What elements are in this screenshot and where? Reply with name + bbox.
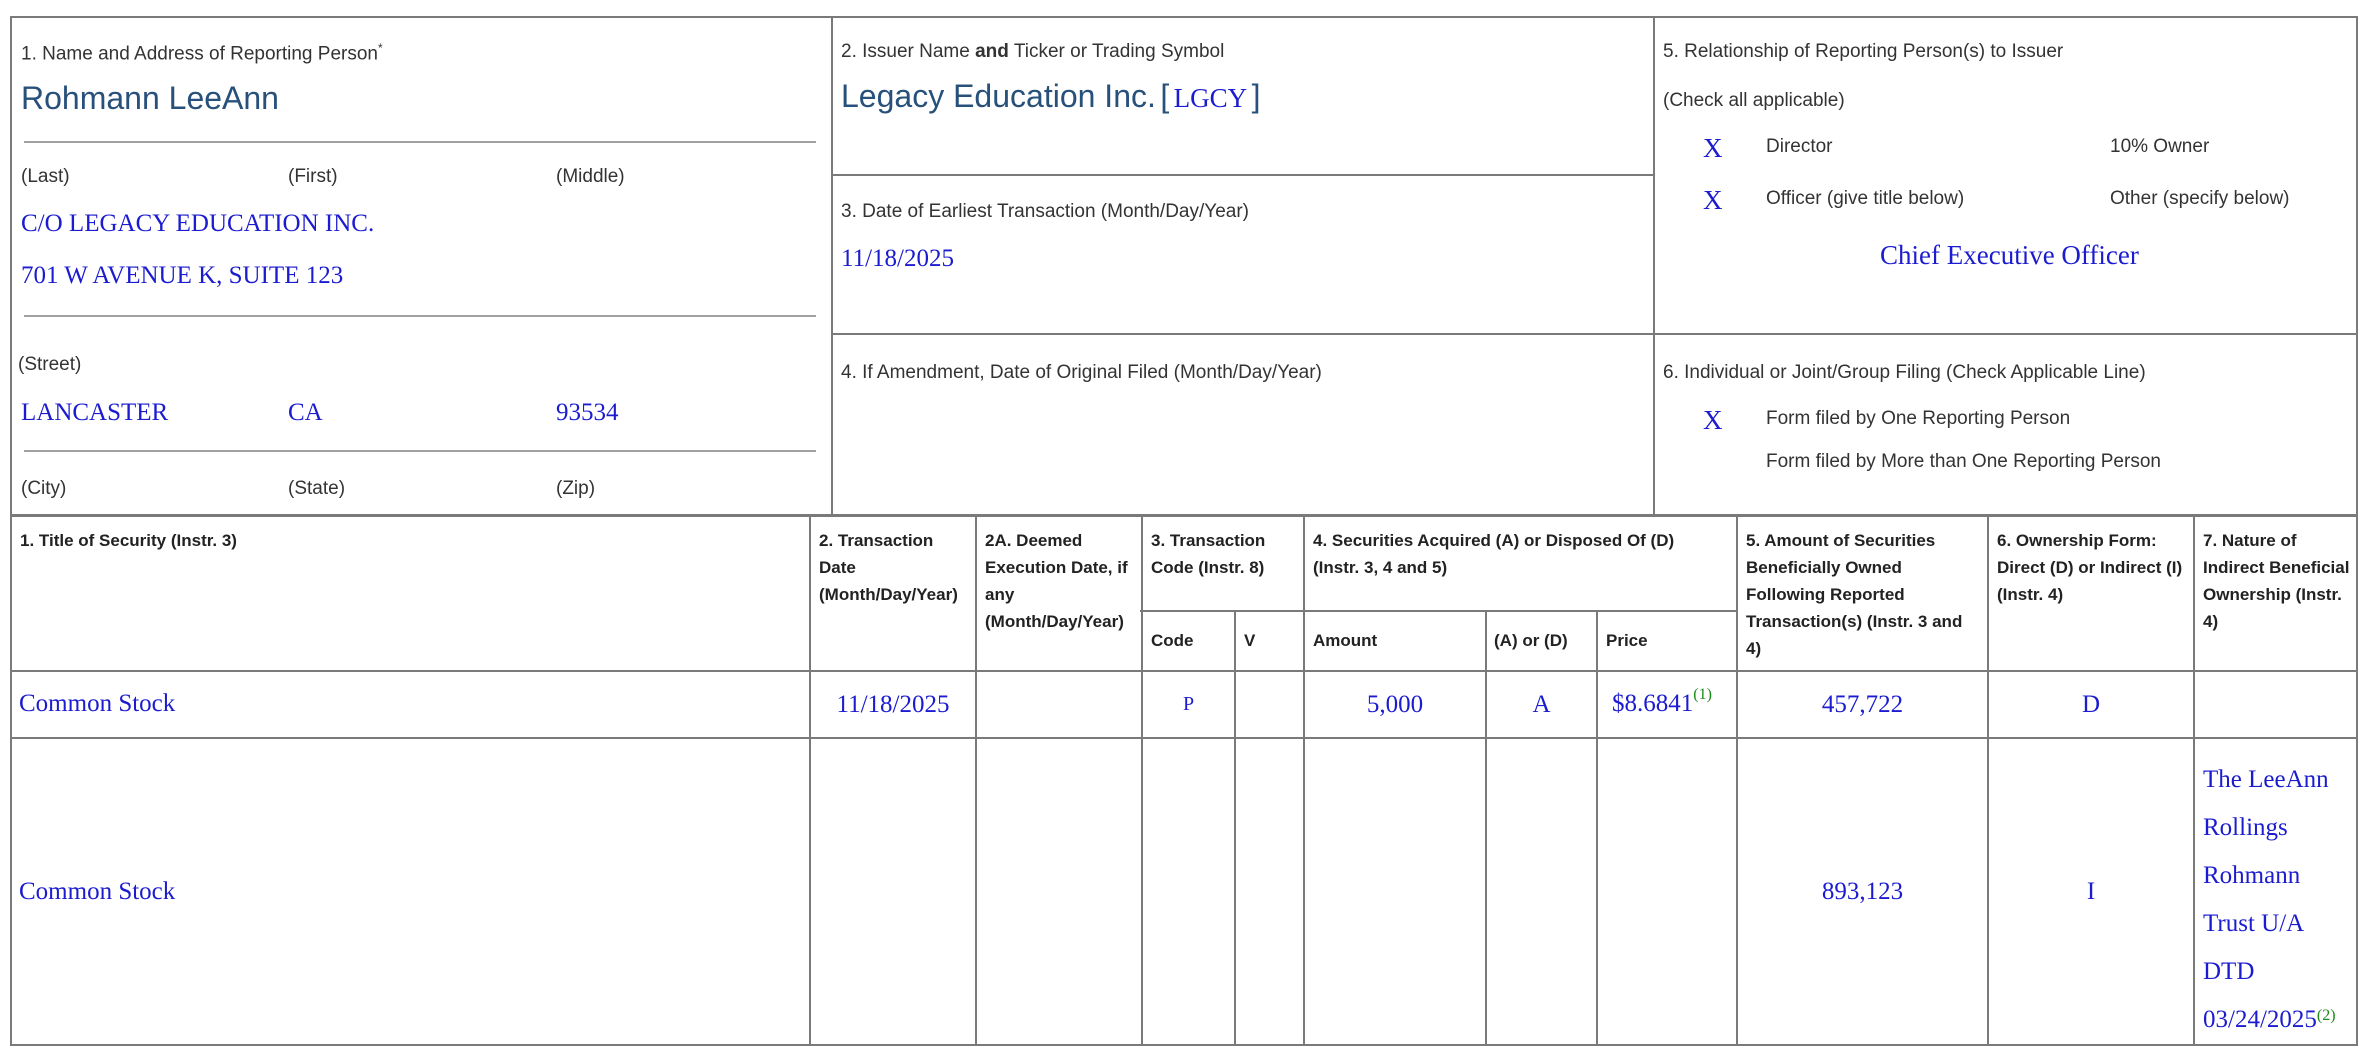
middle-label: (Middle) [556,166,625,187]
row1-form: D [2081,690,2101,718]
header-transaction-date: 2. Transaction Date (Month/Day/Year) [819,531,958,604]
box5-label: 5. Relationship of Reporting Person(s) to Issuer [1663,41,2064,62]
row1-a-or-d: A [1532,690,1551,718]
bracket-open: [ [1160,78,1170,114]
ticker-symbol: LGCY [1173,83,1248,113]
required-asterisk: * [377,41,383,55]
footnote-1: (1) [1693,686,1712,703]
bracket-close: ] [1251,78,1261,114]
box4-label: 4. If Amendment, Date of Original Filed (Month/Day/Year) [841,362,1322,383]
box3-label: 3. Date of Earliest Transaction (Month/Day/Year) [841,201,1249,222]
city-value: LANCASTER [21,399,169,426]
header-a-or-d: (A) or (D) [1494,631,1568,650]
one-person-label: Form filed by One Reporting Person [1766,408,2071,429]
ten-percent-owner-label: 10% Owner [2110,136,2210,157]
street-line-2: 701 W AVENUE K, SUITE 123 [21,262,344,289]
one-person-checkmark: X [1703,405,1723,435]
row1-date: 11/18/2025 [836,690,950,718]
state-label: (State) [288,478,346,499]
row2-security: Common Stock [19,878,176,905]
city-label: (City) [21,478,67,499]
header-code: Code [1151,631,1194,650]
state-value: CA [288,399,323,426]
street-line-1: C/O LEGACY EDUCATION INC. [21,210,375,237]
zip-label: (Zip) [556,478,596,499]
row1-amount: 5,000 [1366,690,1424,718]
first-label: (First) [288,166,338,187]
officer-title: Chief Executive Officer [1880,240,2139,270]
box2-label: 2. Issuer Name and Ticker or Trading Symbol [841,41,1225,62]
row1-owned: 457,722 [1821,690,1904,718]
header-title-of-security: 1. Title of Security (Instr. 3) [20,531,237,550]
earliest-transaction-date: 11/18/2025 [841,245,954,272]
reporting-person-name: Rohmann LeeAnn [21,80,279,116]
row2-form: I [2086,877,2096,905]
box6-label: 6. Individual or Joint/Group Filing (Check Applicable Line) [1663,362,2146,383]
row1-price: $8.6841$^{(1)}$ [1612,686,1712,717]
officer-label: Officer (give title below) [1766,188,1965,209]
header-ownership-form: 6. Ownership Form: Direct (D) or Indirect (I) (Instr. 4) [1997,531,2183,604]
street-label: (Street) [18,354,82,375]
director-label: Director [1766,136,1833,157]
more-persons-label: Form filed by More than One Reporting Person [1766,451,2161,472]
header-nature-of-ownership: 7. Nature of Indirect Beneficial Ownership (Instr. 4) [2203,531,2350,631]
header-securities-acquired: 4. Securities Acquired (A) or Disposed Of (D) (Instr. 3, 4 and 5) [1313,531,1675,577]
zip-value: 93534 [556,399,619,426]
header-price: Price [1606,631,1648,650]
header-v: V [1244,631,1256,650]
box1-label: 1. Name and Address of Reporting Person* [21,41,383,65]
other-label: Other (specify below) [2110,188,2290,209]
header-amount-owned: 5. Amount of Securities Beneficially Owned Following Reported Transaction(s) (Instr. 3 and 4) [1746,531,1963,658]
row2-nature: The LeeAnn Rollings Rohmann Trust U/A DTD 03/24/2025$^{(2)}$ [2203,766,2336,1033]
last-label: (Last) [21,166,70,187]
row1-security: Common Stock [19,690,176,717]
row2-owned: 893,123 [1821,877,1904,905]
row1-code: P [1182,693,1195,715]
header-deemed-execution-date: 2A. Deemed Execution Date, if any (Month/Day/Year) [985,531,1128,631]
officer-checkmark: X [1703,185,1723,215]
footnote-2: (2) [2316,1007,2336,1024]
check-all-applicable: (Check all applicable) [1663,90,1845,111]
header-transaction-code: 3. Transaction Code (Instr. 8) [1151,531,1266,577]
header-amount: Amount [1313,631,1378,650]
issuer-name: Legacy Education Inc. [841,78,1156,114]
issuer-line [841,78,1261,115]
director-checkmark: X [1703,133,1723,163]
